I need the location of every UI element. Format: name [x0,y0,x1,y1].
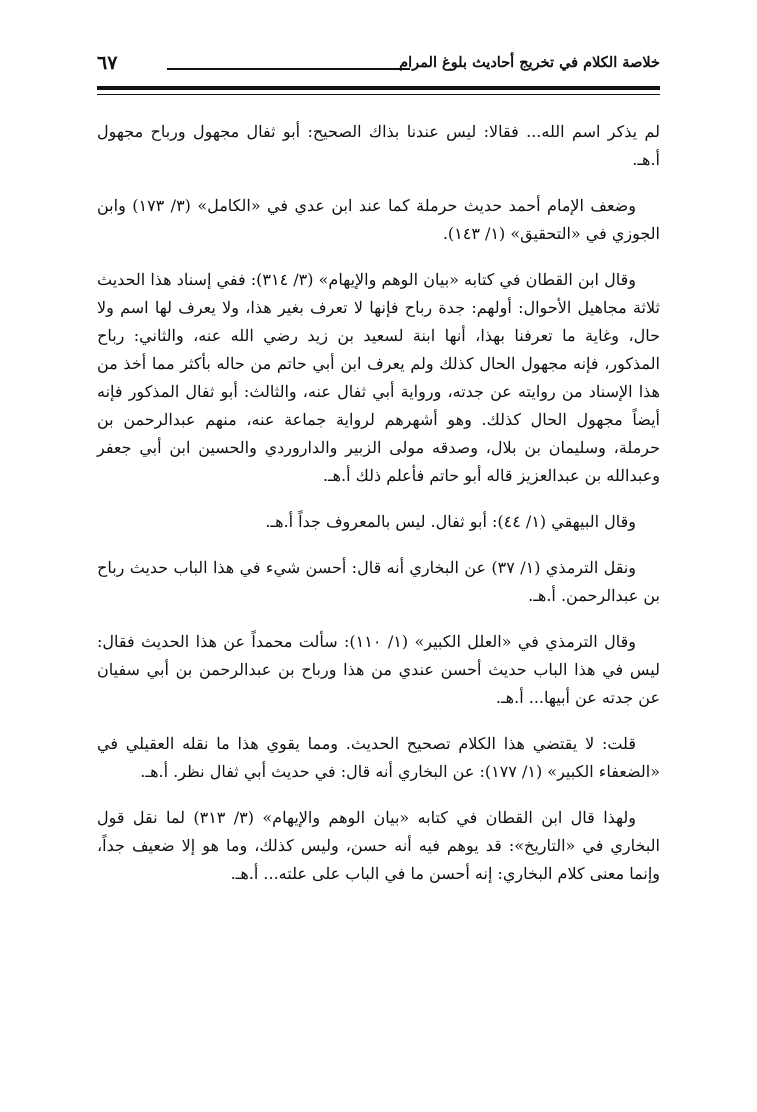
paragraph-2: وضعف الإمام أحمد حديث حرملة كما عند ابن عدي في «الكامل» (٣/ ١٧٣) وابن الجوزي في «التحقيق» (١/ ١٤٣). [97,196,660,243]
header-divider-thin [97,94,660,95]
header-title-rule [167,68,410,70]
paragraph-7: قلت: لا يقتضي هذا الكلام تصحيح الحديث. ومما يقوي هذا ما نقله العقيلي في «الضعفاء الكبير» (١/ ١٧٧): عن البخاري أنه قال: في حديث أبي ثفال نظر. أ.هـ. [97,734,660,781]
page-header [97,52,660,80]
paragraph-8: ولهذا قال ابن القطان في كتابه «بيان الوهم والإيهام» (٣/ ٣١٣) لما نقل قول البخاري في «التاريخ»: قد يوهم فيه أنه حسن، وليس كذلك، وما هو إلا ضعيف جداً، وإنما معنى كلام البخاري: إنه أحسن ما في الباب على علته... أ.هـ. [97,808,660,883]
paragraph-6: وقال الترمذي في «العلل الكبير» (١/ ١١٠): سألت محمداً عن هذا الحديث فقال: ليس في هذا الباب حديث أحسن عندي من هذا ورباح بن عبدالرحمن بن أبي سفيان عن جدته عن أبيها... أ.هـ. [97,632,660,707]
header-divider-thick [97,86,660,90]
page-body [97,118,660,906]
paragraph-5: ونقل الترمذي (١/ ٣٧) عن البخاري أنه قال: أحسن شيء في هذا الباب حديث رباح بن عبدالرحمن. أ.هـ. [97,558,660,605]
running-title: خلاصة الكلام في تخريج أحاديث بلوغ المرام [399,54,660,71]
page-number: ٦٧ [97,52,118,74]
paragraph-1: لم يذكر اسم الله... فقالا: ليس عندنا بذاك الصحيح: أبو ثفال مجهول ورباح مجهول أ.هـ. [97,122,660,169]
paragraph-3: وقال ابن القطان في كتابه «بيان الوهم والإيهام» (٣/ ٣١٤): ففي إسناد هذا الحديث ثلاثة مجاهيل الأحوال: أولهم: جدة رباح فإنها لا تعرف بغير هذا، ولا يعرف لها اسم ولا حال، وغاية ما تعرفنا بهذا، أنها ابنة لسعيد بن زيد رضي الله عنه، والثاني: رباح المذكور، فإنه مجهول الحال كذلك ولم يعرف ابن أبي حاتم من حاله بأكثر مما أخذ من هذا الإسناد من روايته عن جدته، ورواية أبي ثفال عنه، والثالث: أبو ثفال المذكور فإنه أيضاً مجهول الحال كذلك. وهو أشهرهم لرواية جماعة عنه، منهم عبدالرحمن بن حرملة، وسليمان بن بلال، وصدقه مولى الزبير والداروردي والحسين ابن أبي جعفر وعبدالله بن عبدالعزيز قاله أبو حاتم فأعلم ذلك أ.هـ. [97,270,660,485]
paragraph-4: وقال البيهقي (١/ ٤٤): أبو ثفال. ليس بالمعروف جداً أ.هـ. [265,512,636,531]
